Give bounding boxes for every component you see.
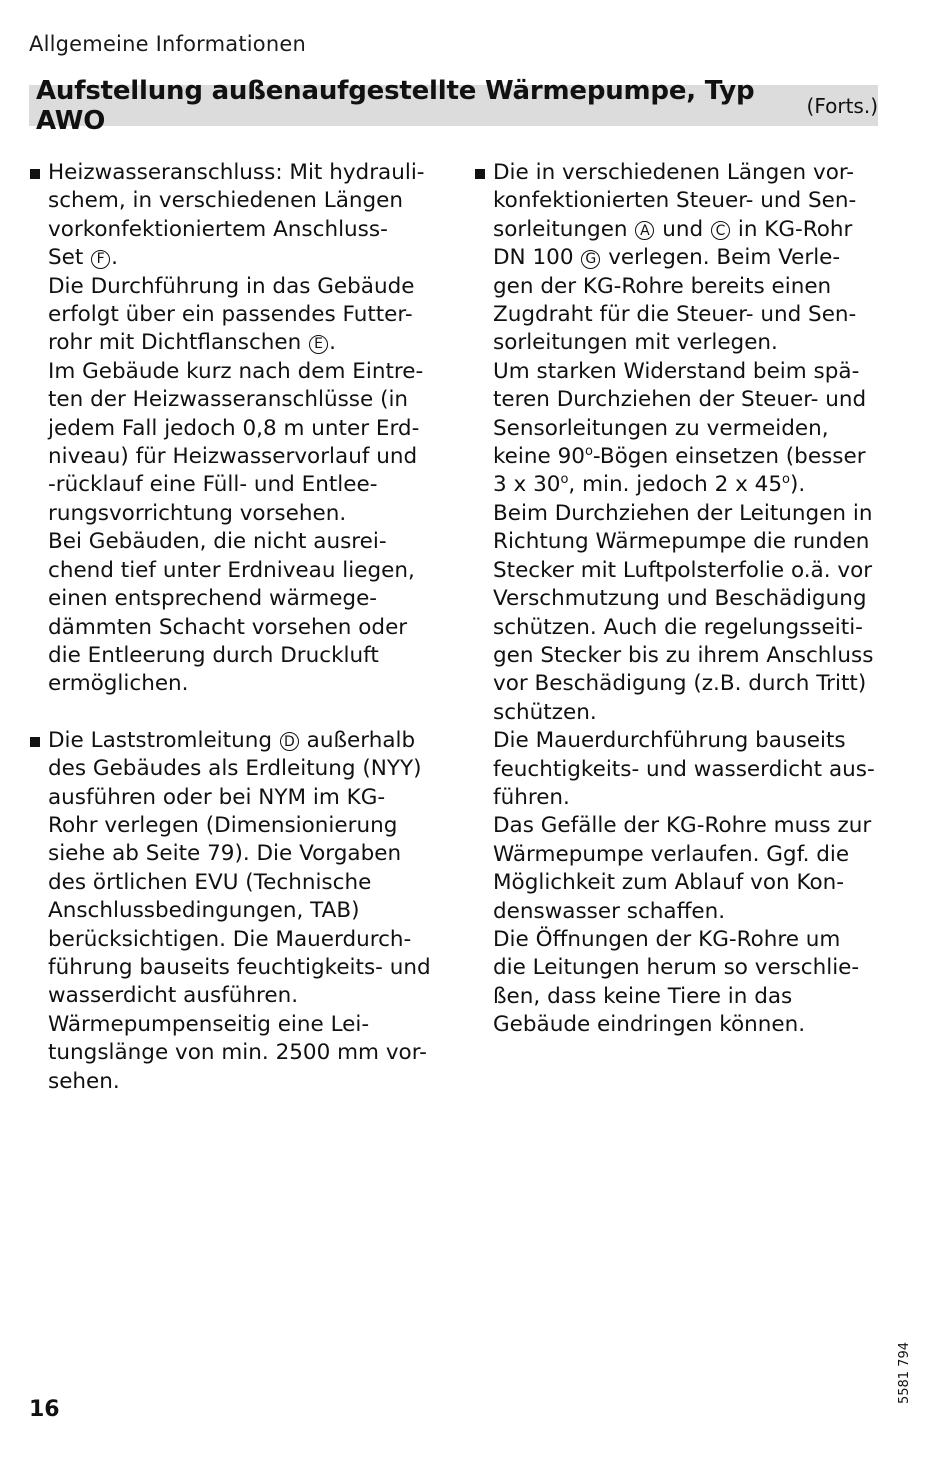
- text-line: des örtlichen EVU (Technische: [48, 869, 372, 895]
- text-line: siehe ab Seite 79). Die Vorgaben: [48, 841, 402, 867]
- text-segment: 3 x 30: [493, 472, 561, 498]
- text-line: [48, 244, 459, 272]
- page-number: 16: [29, 1397, 60, 1422]
- title-continued: (Forts.): [806, 93, 878, 118]
- text-line: schem, in verschiedenen Längen: [48, 188, 404, 214]
- text-line: Die Öffnungen der KG-Rohre um: [493, 926, 841, 952]
- text-segment: .: [111, 245, 118, 271]
- text-line: vorkonfektioniertem Anschluss-: [48, 216, 388, 242]
- degree-sign: o: [584, 444, 593, 460]
- text-line: niveau) für Heizwasservorlauf und: [48, 444, 418, 470]
- text-line: Wärmepumpenseitig eine Lei-: [48, 1011, 370, 1037]
- text-line: feuchtigkeits- und wasserdicht aus-: [493, 756, 875, 782]
- text-line: ten der Heizwasseranschlüsse (in: [48, 387, 409, 413]
- text-line: ausführen oder bei NYM im KG-: [48, 784, 386, 810]
- text-line: des Gebäudes als Erdleitung (NYY): [48, 756, 422, 782]
- text-line: Das Gefälle der KG-Rohre muss zur: [493, 813, 872, 839]
- right-column: [474, 159, 894, 1040]
- text-segment: Die Laststromleitung: [48, 727, 272, 753]
- text-segment: ).: [789, 472, 806, 498]
- section-label: Allgemeine Informationen: [29, 32, 306, 56]
- text-line: tungslänge von min. 2500 mm vor-: [48, 1040, 427, 1066]
- text-line: [493, 244, 894, 272]
- title-bar: [29, 75, 878, 136]
- text-line: denswasser schaffen.: [493, 898, 726, 924]
- text-line: teren Durchziehen der Steuer- und: [493, 387, 867, 413]
- text-line: Um starken Widerstand beim spä-: [493, 358, 860, 384]
- text-line: gen Stecker bis zu ihrem Anschluss: [493, 642, 874, 668]
- text-line: Die in verschiedenen Längen vor-: [493, 160, 855, 185]
- text-line: [48, 329, 459, 357]
- bullet-square-icon: [30, 737, 40, 747]
- marker-e: E: [309, 335, 328, 354]
- text-line: [493, 471, 894, 499]
- text-line: -rücklauf eine Füll- und Entlee-: [48, 472, 378, 498]
- text-line: sehen.: [48, 1068, 120, 1094]
- text-line: Sensorleitungen zu vermeiden,: [493, 415, 829, 441]
- marker-g: G: [581, 250, 600, 269]
- degree-sign: o: [782, 472, 790, 488]
- marker-a: A: [635, 221, 654, 240]
- marker-c: C: [711, 221, 730, 240]
- text-segment: in KG-Rohr: [737, 216, 853, 242]
- text-line: Heizwasseranschluss: Mit hydrauli-: [48, 160, 425, 185]
- text-line: die Entleerung durch Druckluft: [48, 642, 379, 668]
- text-line: gen der KG-Rohre bereits einen: [493, 273, 832, 299]
- bullet-heizwasseranschluss: [29, 159, 459, 699]
- bullet-steuerleitungen: [474, 159, 894, 1040]
- marker-d: D: [280, 732, 299, 751]
- text-line: schützen.: [493, 699, 597, 725]
- text-line: berücksichtigen. Die Mauerdurch-: [48, 926, 412, 952]
- text-line: führung bauseits feuchtigkeits- und: [48, 954, 431, 980]
- text-line: erfolgt über ein passendes Futter-: [48, 302, 413, 328]
- text-line: Wärmepumpe verlaufen. Ggf. die: [493, 841, 850, 867]
- text-line: Richtung Wärmepumpe die runden: [493, 529, 870, 555]
- text-line: dämmten Schacht vorsehen oder: [48, 614, 408, 640]
- text-segment: DN 100: [493, 245, 574, 271]
- text-line: Möglichkeit zum Ablauf von Kon-: [493, 870, 845, 896]
- text-line: Rohr verlegen (Dimensionierung: [48, 812, 398, 838]
- text-line: [493, 216, 894, 244]
- text-line: konfektionierten Steuer- und Sen-: [493, 188, 857, 214]
- bullet-laststromleitung: [29, 727, 459, 1096]
- text-line: jedem Fall jedoch 0,8 m unter Erd-: [48, 415, 420, 441]
- text-line: [48, 727, 459, 755]
- text-line: rungsvorrichtung vorsehen.: [48, 500, 347, 526]
- text-line: Beim Durchziehen der Leitungen in: [493, 500, 873, 526]
- text-segment: -Bögen einsetzen (besser: [592, 444, 866, 470]
- document-number: 5581 794: [897, 1342, 912, 1405]
- text-segment: .: [329, 330, 336, 356]
- text-segment: und: [662, 216, 704, 242]
- text-line: ßen, dass keine Tiere in das: [493, 983, 793, 1009]
- text-segment: rohr mit Dichtflanschen: [48, 330, 302, 356]
- text-line: Verschmutzung und Beschädigung: [493, 586, 867, 612]
- text-line: Die Mauerdurchführung bauseits: [493, 728, 846, 754]
- text-line: vor Beschädigung (z.B. durch Tritt): [493, 671, 867, 697]
- text-segment: keine 90: [493, 444, 585, 470]
- text-segment: Set: [48, 245, 84, 271]
- text-segment: außerhalb: [306, 727, 416, 753]
- text-line: Zugdraht für die Steuer- und Sen-: [493, 302, 857, 328]
- marker-f: F: [91, 250, 110, 269]
- text-line: Gebäude eindringen können.: [493, 1012, 806, 1038]
- page-title: Aufstellung außenaufgestellte Wärmepumpe, Typ AWO: [36, 75, 755, 136]
- text-line: einen entsprechend wärmege-: [48, 586, 378, 612]
- bullet-square-icon: [30, 169, 40, 179]
- text-line: die Leitungen herum so verschlie-: [493, 955, 860, 981]
- text-line: führen.: [493, 784, 570, 810]
- text-line: schützen. Auch die regelungsseiti-: [493, 614, 863, 640]
- text-line: wasserdicht ausführen.: [48, 983, 299, 1009]
- text-line: ermöglichen.: [48, 671, 189, 697]
- text-line: Die Durchführung in das Gebäude: [48, 273, 415, 299]
- text-line: chend tief unter Erdniveau liegen,: [48, 557, 415, 583]
- text-segment: , min. jedoch 2 x 45: [568, 472, 782, 498]
- left-column: [29, 159, 459, 1096]
- text-line: [493, 443, 894, 471]
- text-line: sorleitungen mit verlegen.: [493, 330, 778, 356]
- text-line: Bei Gebäuden, die nicht ausrei-: [48, 529, 387, 555]
- text-segment: sorleitungen: [493, 216, 628, 242]
- bullet-square-icon: [475, 169, 485, 179]
- degree-sign: o: [560, 472, 569, 488]
- text-segment: verlegen. Beim Verle-: [608, 245, 841, 271]
- text-line: Im Gebäude kurz nach dem Eintre-: [48, 358, 424, 384]
- text-line: Anschlussbedingungen, TAB): [48, 898, 360, 924]
- text-line: Stecker mit Luftpolsterfolie o.ä. vor: [493, 557, 873, 583]
